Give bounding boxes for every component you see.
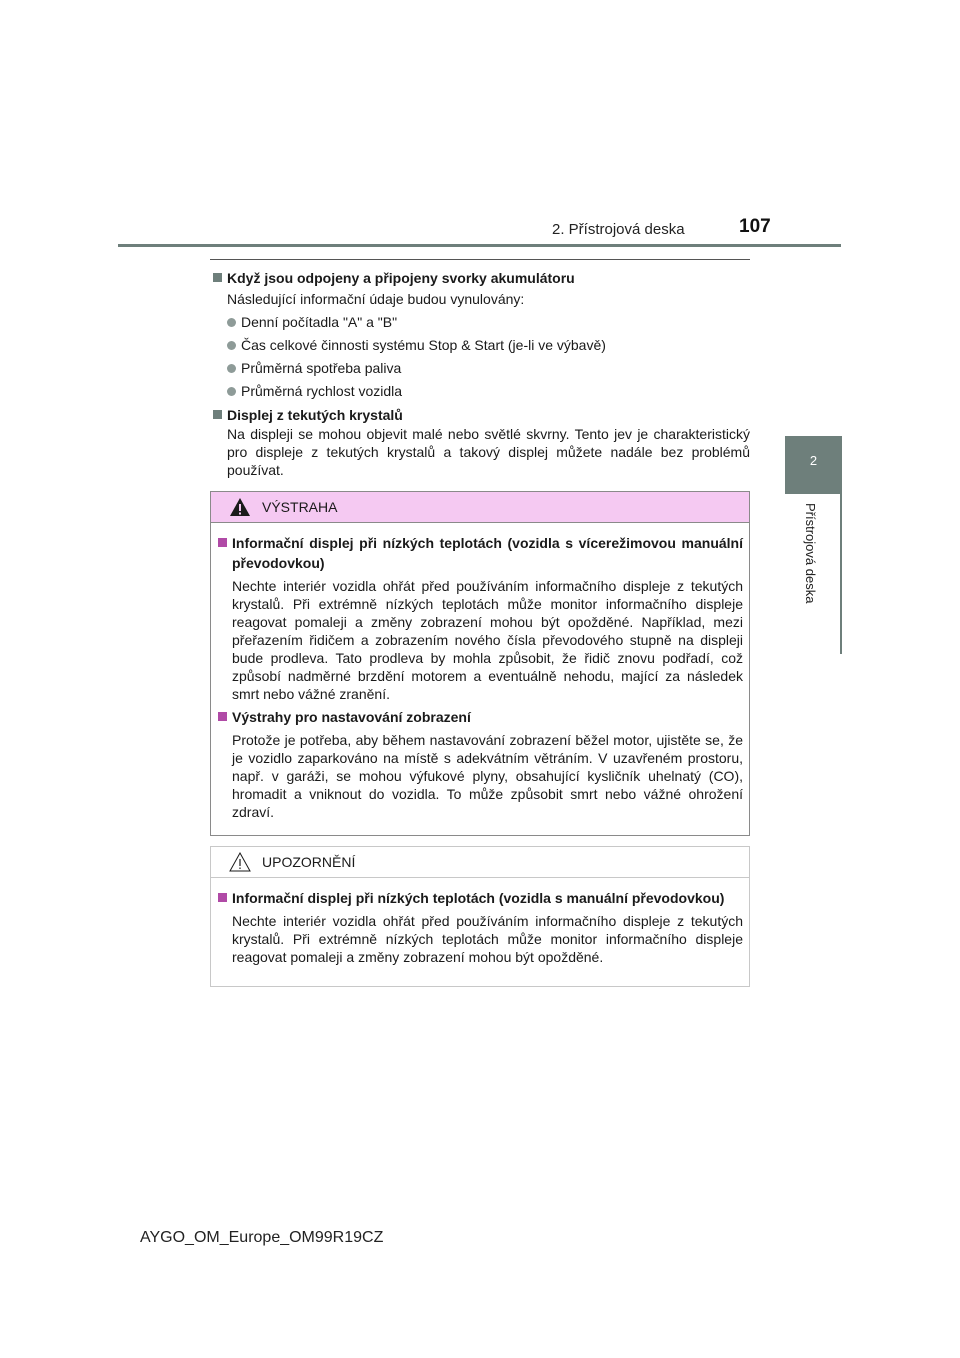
chapter-tab-label: Přístrojová deska — [803, 503, 818, 604]
warning-item-text: Protože je potřeba, aby během nastavování zobrazení běžel motor, ujistěte se, že je vozidlo zaparkováno na místě s adekvátním větráním. V uzavřeném prostoru, např. v garáži, se mohou výfukové plyny, obsahující kysličník uhelnatý (CO), hromadit a vniknout do vozidla. To může způsobit smrt nebo vážné ohrožení zdraví. — [232, 732, 743, 820]
page-number: 107 — [739, 216, 771, 237]
list-item-text: Průměrná spotřeba paliva — [241, 360, 402, 376]
list-item-text: Čas celkové činnosti systému Stop & Start (je-li ve výbavě) — [241, 337, 606, 353]
round-bullet-icon — [227, 387, 236, 396]
notice-item-heading-text: Informační displej při nízkých teplotách (vozidla s manuální převodovkou) — [232, 890, 725, 906]
notice-item-heading — [215, 888, 743, 908]
section-heading — [210, 268, 750, 288]
page-content — [210, 259, 750, 987]
warning-box-title: VÝSTRAHA — [262, 499, 338, 515]
chapter-tab[interactable] — [785, 436, 842, 494]
notice-box-header — [211, 847, 749, 878]
section-text: Na displeji se mohou objevit malé nebo světlé skvrny. Tento jev je charakteristický pro displeje z tekutých krystalů a takový displej můžete nadále bez problémů používat. — [227, 426, 750, 478]
header-rule — [118, 244, 841, 247]
square-bullet-icon — [213, 410, 222, 419]
content-top-rule — [210, 259, 750, 260]
chapter-tab-number: 2 — [809, 453, 818, 468]
list-item-text: Průměrná rychlost vozidla — [241, 383, 403, 399]
section-battery — [210, 268, 750, 403]
round-bullet-icon — [227, 341, 236, 350]
warning-box-body — [211, 523, 749, 835]
warning-box-header — [211, 492, 749, 523]
section-heading-text: Když jsou odpojeny a připojeny svorky akumulátoru — [227, 270, 575, 286]
notice-item-text: Nechte interiér vozidla ohřát před používáním informačního displeje z tekutých krystalů. Při extrémně nízkých teplotách může monitor informačního displeje reagovat pomaleji a změny zobrazení mohou být opožděné. — [232, 913, 743, 965]
notice-box-title: UPOZORNĚNÍ — [262, 854, 356, 870]
list-item — [210, 311, 750, 334]
warning-item-heading-text: Výstrahy pro nastavování zobrazení — [232, 709, 471, 725]
square-bullet-icon — [213, 273, 222, 282]
chapter-tab-bar — [840, 494, 842, 654]
round-bullet-icon — [227, 318, 236, 327]
section-lcd — [210, 405, 750, 479]
warning-triangle-icon — [229, 497, 251, 517]
square-bullet-icon — [218, 712, 227, 721]
warning-item-heading — [215, 533, 743, 573]
square-bullet-icon — [218, 538, 227, 547]
section-heading — [210, 405, 750, 425]
list-item — [210, 380, 750, 403]
footer-document-code: AYGO_OM_Europe_OM99R19CZ — [140, 1229, 384, 1246]
list-item-text: Denní počítadla "A" a "B" — [241, 314, 398, 330]
round-bullet-icon — [227, 364, 236, 373]
section-text: Následující informační údaje budou vynulovány: — [227, 291, 525, 307]
warning-box — [210, 491, 750, 836]
warning-item-heading-text: Informační displej při nízkých teplotách (vozidla s vícerežimovou manuální převodovkou) — [232, 535, 743, 571]
warning-item-text: Nechte interiér vozidla ohřát před používáním informačního displeje z tekutých krystalů. Při extrémně nízkých teplotách může monitor informačního displeje reagovat pomaleji a změny zobrazení mohou být opožděné. Například, mezi přeřazením řidičem a zobrazením nového čísla převodového stupně na displeji bude prodleva. Tato prodleva by mohla způsobit, že řidič znovu podřadí, což způsobí nadměrné brzdění motorem a eventuálně nehodu, mající za následek smrt nebo vážné zranění. — [232, 578, 743, 702]
notice-box-body — [211, 878, 749, 986]
warning-item-heading — [215, 707, 743, 727]
notice-box — [210, 846, 750, 987]
square-bullet-icon — [218, 893, 227, 902]
header-section-title: 2. Přístrojová deska — [552, 221, 685, 238]
section-heading-text: Displej z tekutých krystalů — [227, 407, 403, 423]
list-item — [210, 357, 750, 380]
caution-triangle-icon — [229, 852, 251, 872]
list-item — [210, 334, 750, 357]
